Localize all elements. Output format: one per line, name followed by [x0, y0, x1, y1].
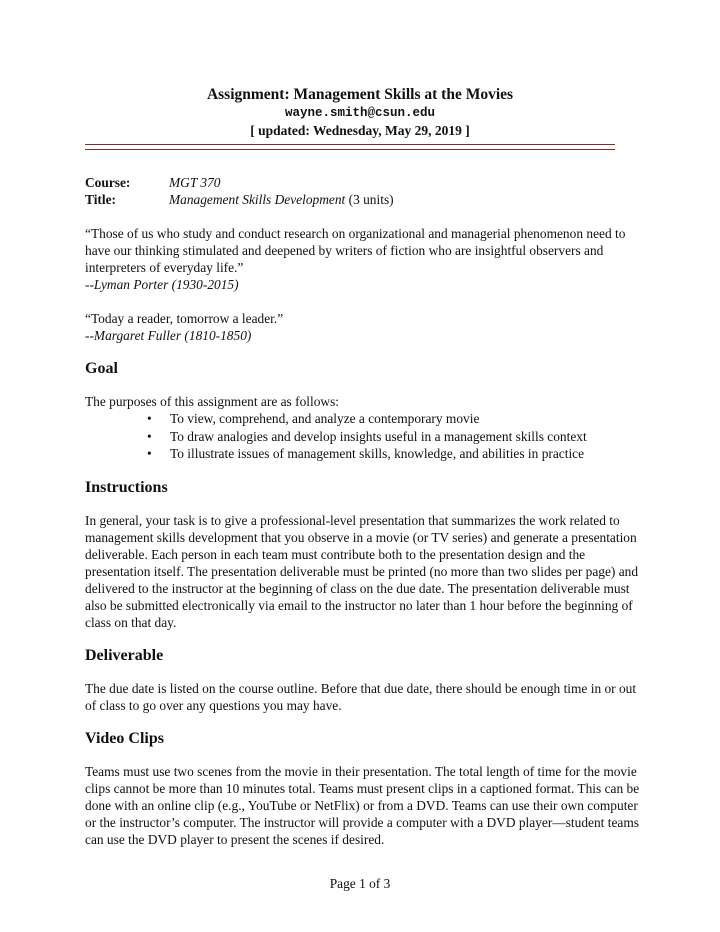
goal-bullet: • To draw analogies and develop insights useful in a management skills context	[85, 428, 640, 446]
goal-intro: The purposes of this assignment are as follows:	[85, 394, 340, 409]
goal-list	[85, 410, 640, 463]
quote-author: --Margaret Fuller (1810-1850)	[85, 328, 252, 343]
goal-bullet: • To view, comprehend, and analyze a contemporary movie	[85, 410, 640, 428]
course-value: MGT 370	[169, 175, 221, 190]
document-title: Assignment: Management Skills at the Movies	[206, 86, 514, 103]
video-clips-heading: Video Clips	[85, 729, 164, 747]
page-number: Page 1 of 3	[329, 876, 391, 891]
quote-author: --Lyman Porter (1930-2015)	[85, 277, 239, 292]
course-label: Course:	[85, 175, 131, 190]
deliverable-heading: Deliverable	[85, 646, 164, 664]
author-email: wayne.smith@csun.edu	[284, 106, 436, 120]
document-body	[85, 174, 640, 848]
quote-text: “Today a reader, tomorrow a leader.”	[85, 311, 284, 326]
document-header	[85, 86, 635, 140]
instructions-text: In general, your task is to give a professional-level presentation that summarizes the work related to management skills development that you observe in a movie (or TV series) and generate a presentation deliverable. Each person in each team must contribute both to the presentation design and the presentation itself. The presentation deliverable must be printed (no more than two slides per page) and delivered to the instructor at the beginning of class on the due date. The presentation deliverable must also be submitted electronically via email to the instructor no later than 1 hour before the beginning of class on that day.	[85, 512, 639, 630]
course-row	[85, 174, 640, 191]
title-row	[85, 191, 640, 208]
title-label: Title:	[85, 192, 116, 207]
video-clips-text: Teams must use two scenes from the movie in their presentation. The total length of time for the movie clips cannot be more than 10 minutes total. Teams must present clips in a captioned format. This can be done with an online clip (e.g., YouTube or NetFlix) or from a DVD. Teams can use their own computer or the instructor’s computer. The instructor will provide a computer with a DVD player—student teams can use the DVD player to present the scenes if desired.	[85, 763, 640, 847]
quote-text: “Those of us who study and conduct research on organizational and managerial phenomenon need to have our thinking stimulated and deepened by writers of fiction who are insightful observers and interpreters of everyday life.”	[85, 226, 626, 275]
goal-bullet: • To illustrate issues of management skills, knowledge, and abilities in practice	[85, 445, 640, 463]
goal-heading: Goal	[85, 360, 118, 377]
title-value: Management Skills Development	[169, 192, 346, 207]
updated-date: [ updated: Wednesday, May 29, 2019 ]	[250, 123, 470, 138]
deliverable-text: The due date is listed on the course outline. Before that due date, there should be enough time in or out of class to go over any questions you may have.	[85, 680, 637, 713]
header-divider	[85, 144, 615, 150]
title-units: (3 units)	[345, 192, 394, 207]
instructions-heading: Instructions	[85, 478, 168, 496]
